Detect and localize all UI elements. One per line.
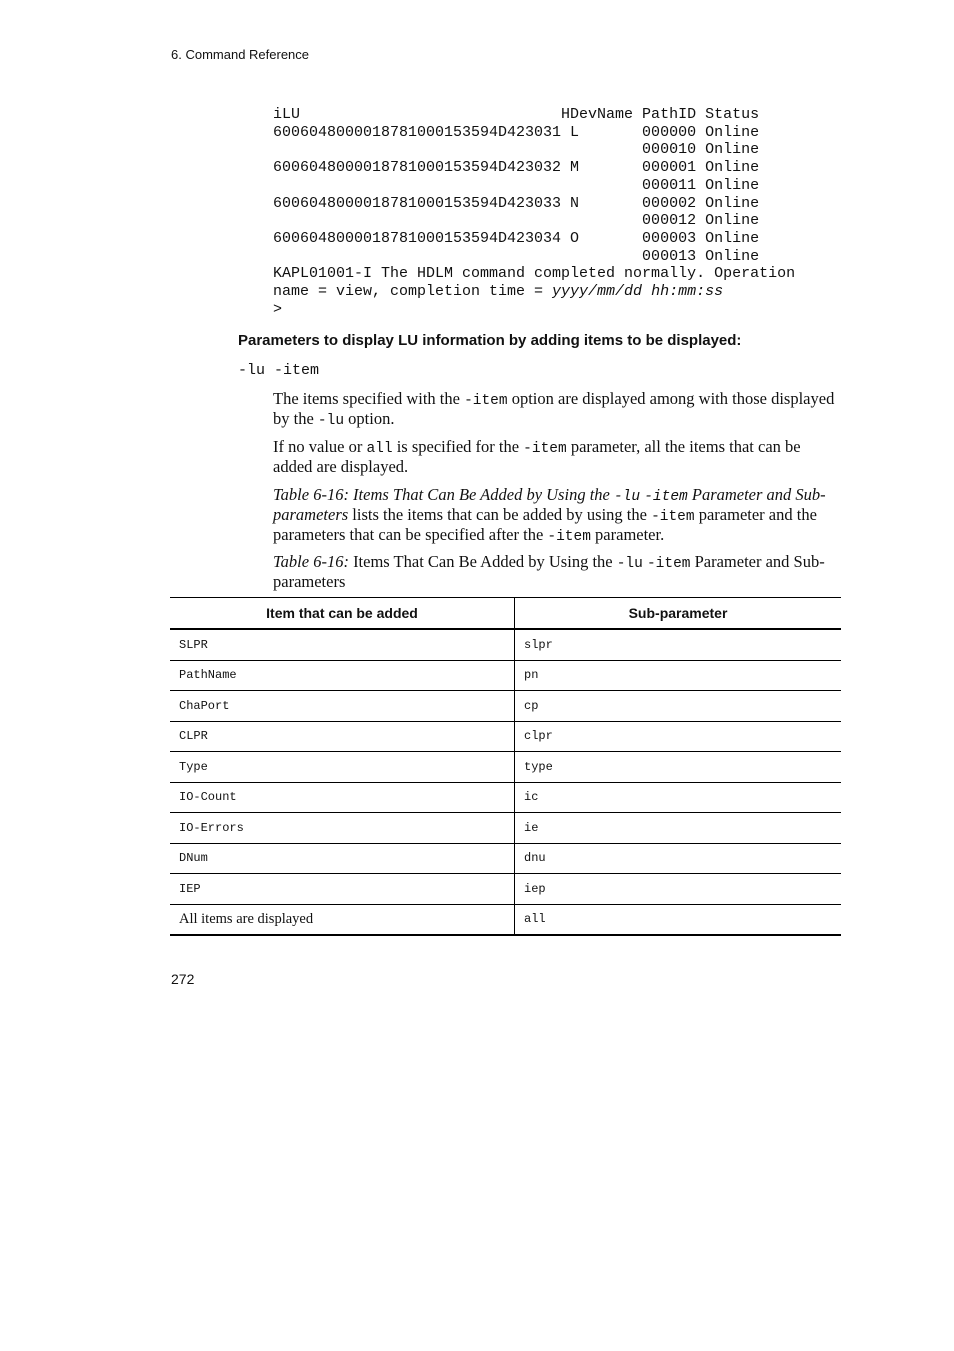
table-row <box>170 874 841 905</box>
subparameter-cell: type <box>515 752 842 783</box>
subparameter-cell: dnu <box>515 843 842 874</box>
paragraph-item-option: The items specified with the -item option are displayed among with those displayed by the -lu option. <box>273 389 835 429</box>
table-header-row <box>170 598 841 630</box>
code-line: 6006048000018781000153594D423034 O 000003 Online <box>273 229 760 247</box>
item-cell: IO-Errors <box>170 813 515 844</box>
table-row <box>170 813 841 844</box>
subparameter-cell: ic <box>515 782 842 813</box>
table-row <box>170 629 841 660</box>
column-header-subparameter: Sub-parameter <box>515 598 842 630</box>
table-row <box>170 843 841 874</box>
subparameter-cell: ie <box>515 813 842 844</box>
section-heading: Parameters to display LU information by adding items to be displayed: <box>238 332 742 349</box>
code-prompt: > <box>273 300 283 318</box>
subparameter-cell: cp <box>515 691 842 722</box>
subparameter-cell: pn <box>515 660 842 691</box>
subparameter-cell: clpr <box>515 721 842 752</box>
item-cell: Type <box>170 752 515 783</box>
subparameter-cell: slpr <box>515 629 842 660</box>
table-row <box>170 691 841 722</box>
table-row <box>170 782 841 813</box>
table-caption: Table 6-16: Items That Can Be Added by Using the -lu -item Parameter and Sub-parameters <box>273 552 825 591</box>
item-cell: DNum <box>170 843 515 874</box>
code-line: name = view, completion time = <box>273 283 553 301</box>
item-cell: ChaPort <box>170 691 515 722</box>
code-line: iLU HDevName PathID Status <box>273 106 760 123</box>
table-cross-reference[interactable]: Table 6-16: Items That Can Be Added by Using the -lu -item Parameter and Sub-parameters <box>273 485 826 524</box>
command-output <box>273 106 795 318</box>
paragraph-table-reference: Table 6-16: Items That Can Be Added by Using the -lu -item Parameter and Sub-parameters lists the items that can be added by using the -item parameter and the parameters that can be specified after the -item parameter. <box>273 485 826 545</box>
table-row <box>170 752 841 783</box>
code-line: 6006048000018781000153594D423032 M 000001 Online <box>273 159 760 177</box>
code-line: 000012 Online <box>273 212 760 230</box>
table-row <box>170 721 841 752</box>
code-line: KAPL01001-I The HDLM command completed normally. Operation <box>273 265 796 283</box>
code-line: 000013 Online <box>273 247 760 265</box>
code-line: 6006048000018781000153594D423033 N 000002 Online <box>273 194 760 212</box>
item-cell: SLPR <box>170 629 515 660</box>
item-cell: IO-Count <box>170 782 515 813</box>
item-cell: PathName <box>170 660 515 691</box>
time-placeholder: yyyy/mm/dd hh:mm:ss <box>552 283 724 301</box>
items-table <box>170 597 841 936</box>
table-row <box>170 660 841 691</box>
code-line: 000010 Online <box>273 141 760 159</box>
item-cell: All items are displayed <box>170 904 515 935</box>
item-cell: CLPR <box>170 721 515 752</box>
page-number: 272 <box>171 971 195 987</box>
option-syntax: -lu -item <box>238 362 320 379</box>
item-cell: IEP <box>170 874 515 905</box>
running-header: 6. Command Reference <box>171 47 310 62</box>
subparameter-cell: all <box>515 904 842 935</box>
table-row <box>170 904 841 935</box>
code-line: 000011 Online <box>273 176 760 194</box>
subparameter-cell: iep <box>515 874 842 905</box>
column-header-item: Item that can be added <box>170 598 515 630</box>
code-line: 6006048000018781000153594D423031 L 000000 Online <box>273 123 760 141</box>
paragraph-all-value: If no value or all is specified for the -item parameter, all the items that can be added are displayed. <box>273 437 801 476</box>
